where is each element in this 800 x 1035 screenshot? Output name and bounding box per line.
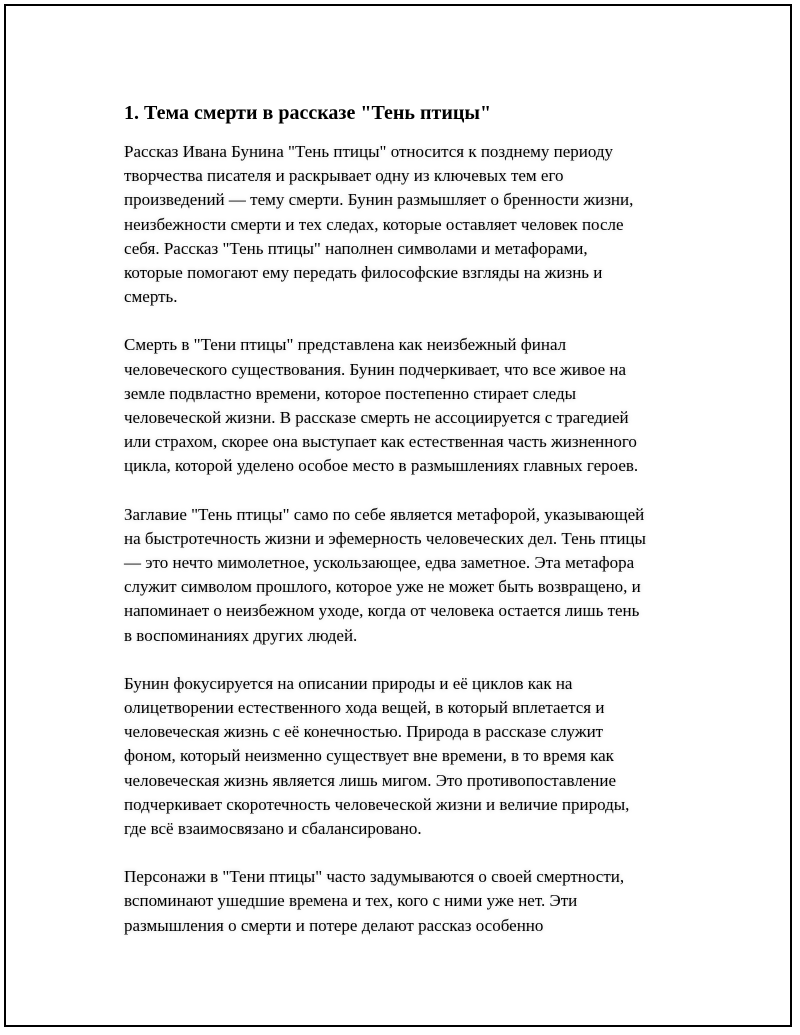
paragraph	[124, 140, 704, 309]
text-line: неизбежности смерти и тех следах, которые оставляет человек после	[124, 214, 624, 234]
text-line: Рассказ Ивана Бунина "Тень птицы" относится к позднему периоду	[124, 142, 614, 161]
paragraph-list	[124, 140, 704, 938]
text-line: человеческая жизнь с её конечностью. Природа в рассказе служит	[124, 722, 604, 742]
text-line: себя. Рассказ "Тень птицы" наполнен символами и метафорами,	[124, 238, 588, 258]
text-line: цикла, которой уделено особое место в размышлениях главных героев.	[124, 456, 639, 476]
text-line: служит символом прошлого, которое уже не может быть возвращено, и	[124, 577, 641, 597]
text-line: где всё взаимосвязано и сбалансировано.	[124, 819, 422, 839]
text-line: человеческая жизнь является лишь мигом. Это противопоставление	[124, 770, 617, 790]
paragraph	[124, 333, 704, 478]
text-line: вспоминают ушедшие времена и тех, кого с ними уже нет. Эти	[124, 891, 578, 911]
text-line: на быстротечность жизни и эфемерность человеческих дел. Тень птицы	[124, 528, 646, 548]
document-body	[124, 100, 704, 962]
text-line: в воспоминаниях других людей.	[124, 625, 358, 645]
text-line: Смерть в "Тени птицы" представлена как неизбежный финал	[124, 335, 567, 355]
page-frame	[4, 4, 792, 1027]
text-line: — это нечто мимолетное, ускользающее, едва заметное. Эта метафора	[124, 553, 635, 573]
text-line: земле подвластно времени, которое постепенно стирает следы	[124, 383, 577, 403]
section-heading: 1. Тема смерти в рассказе "Тень птицы"	[124, 102, 492, 124]
text-line: Заглавие "Тень птицы" само по себе является метафорой, указывающей	[124, 504, 645, 524]
text-line: напоминает о неизбежном уходе, когда от человека остается лишь тень	[124, 601, 640, 621]
text-line: которые помогают ему передать философские взгляды на жизнь и	[124, 263, 603, 283]
text-line: размышления о смерти и потере делают рассказ особенно	[124, 915, 544, 935]
text-line: подчеркивает скоротечность человеческой жизни и величие природы,	[124, 794, 630, 814]
text-line: или страхом, скорее она выступает как естественная часть жизненного	[124, 432, 637, 452]
text-line: фоном, который неизменно существует вне времени, в то время как	[124, 746, 614, 766]
text-line: Бунин фокусируется на описании природы и её циклов как на	[124, 673, 573, 693]
paragraph	[124, 672, 704, 841]
text-line: смерть.	[124, 287, 178, 307]
text-line: олицетворении естественного хода вещей, в который вплетается и	[124, 698, 605, 718]
text-line: человеческой жизни. В рассказе смерть не ассоциируется с трагедией	[124, 408, 629, 428]
text-line: Персонажи в "Тени птицы" часто задумываются о своей смертности,	[124, 867, 625, 887]
paragraph	[124, 865, 704, 938]
text-line: творчества писателя и раскрывает одну из ключевых тем его	[124, 166, 564, 186]
text-line: человеческого существования. Бунин подчеркивает, что все живое на	[124, 359, 627, 379]
text-line: произведений — тему смерти. Бунин размышляет о бренности жизни,	[124, 190, 634, 210]
paragraph	[124, 503, 704, 648]
